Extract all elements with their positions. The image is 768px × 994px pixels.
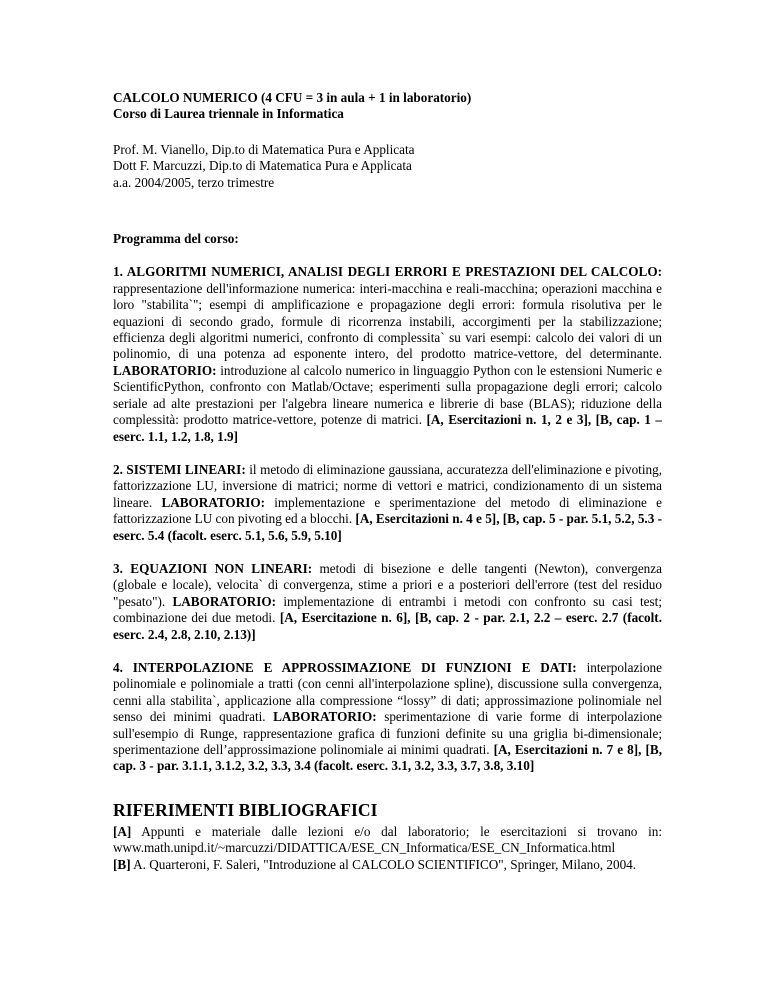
document-page <box>113 90 662 873</box>
references-title: RIFERIMENTI BIBLIOGRAFICI <box>113 799 378 820</box>
reference-text: A. Quarteroni, F. Saleri, "Introduzione al CALCOLO SCIENTIFICO", Springer, Milano, 2004. <box>130 856 637 872</box>
reference-text: Appunti e materiale dalle lezioni e/o dal laboratorio; le esercitazioni si trovano in: www.math.unipd.it/~marcuzzi/DIDATTICA/ESE_CN_Informatica/ESE_CN_Informatica.html <box>113 823 662 856</box>
section-heading: 2. SISTEMI LINEARI: <box>113 461 246 477</box>
section-text: metodi di bisezione e delle tangenti (Newton), convergenza (globale e locale), velocita` di convergenza, stime a priori e a posteriori dell'errore (test del residuo "pesato"). <box>113 560 662 609</box>
reference-a <box>113 824 662 857</box>
section-heading: 1. ALGORITMI NUMERICI, ANALISI DEGLI ERRORI E PRESTAZIONI DEL CALCOLO: <box>113 264 662 280</box>
program-title: Programma del corso: <box>113 231 239 247</box>
section-references: [A, Esercitazione n. 6], [B, cap. 2 - par. 2.1, 2.2 – eserc. 2.7 (facolt. eserc. 2.4, 2.8, 2.10, 2.13)] <box>113 610 662 642</box>
section-references: [A, Esercitazioni n. 1, 2 e 3], [B, cap. 1 – eserc. 1.1, 1.2, 1.8, 1.9] <box>113 412 662 444</box>
course-title: CALCOLO NUMERICO (4 CFU = 3 in aula + 1 in laboratorio) <box>113 90 472 105</box>
section-text: interpolazione polinomiale e polinomiale a tratti (con cenni all'interpolazione spline), discussione sulla convergenza, cenni alla stabilita`, applicazione alla compressione “lossy” di dati; approssimazione polinomiale nel senso dei minimi quadrati. <box>113 659 663 725</box>
lab-label: LABORATORIO: <box>172 593 277 609</box>
section-1 <box>113 264 662 444</box>
author-line-2: Dott F. Marcuzzi, Dip.to di Matematica Pura e Applicata <box>113 158 412 174</box>
lab-text: implementazione di entrambi i metodi con confronto su casi test; combinazione dei due metodi. <box>113 593 662 626</box>
section-references: [A, Esercitazioni n. 7 e 8], [B, cap. 3 - par. 3.1.1, 3.1.2, 3.2, 3.3, 3.4 (facolt. eserc. 3.1, 3.2, 3.3, 3.7, 3.8, 3.10] <box>113 742 662 774</box>
section-references: [A, Esercitazioni n. 4 e 5], [B, cap. 5 - par. 5.1, 5.2, 5.3 - eserc. 5.4 (facolt. eserc. 5.1, 5.6, 5.9, 5.10] <box>113 511 663 543</box>
reference-label: [B] <box>113 856 131 872</box>
lab-text: implementazione e sperimentazione del metodo di eliminazione e fattorizzazione LU con pivoting ed a blocchi. <box>113 494 663 527</box>
lab-label: LABORATORIO: <box>273 709 377 725</box>
lab-label: LABORATORIO: <box>113 362 217 378</box>
section-3 <box>113 561 662 643</box>
course-header <box>113 90 662 123</box>
section-text: rappresentazione dell'informazione numerica: interi-macchina e reali-macchina; operazioni macchina e loro "stabilita`"; esempi di amplificazione e propagazione degli errori: formula risolutiva per le equazioni di secondo grado, formule di ricorrenza instabili, accorgimenti per la stabilizzazione; efficienza degli algoritmi numerici, confronto di complessita` su vari esempi: calcolo dei valori di un polinomio, di una potenza ad esponente intero, del prodotto matrice-vettore, del determinante. <box>113 280 662 362</box>
author-line-1: Prof. M. Vianello, Dip.to di Matematica Pura e Applicata <box>113 141 415 157</box>
lab-text: introduzione al calcolo numerico in linguaggio Python con le estensioni Numeric e ScientificPython, confronto con Matlab/Octave; esperimenti sulla propagazione degli errori; calcolo seriale ad alte prestazioni per l'algebra lineare numerica e librerie di base (BLAS); riduzione della complessità: prodotto matrice-vettore, potenze di matrici. <box>113 362 662 428</box>
reference-b <box>113 857 662 873</box>
course-authors <box>113 142 662 191</box>
reference-label: [A] <box>113 823 132 839</box>
section-text: il metodo di eliminazione gaussiana, accuratezza dell'eliminazione e pivoting, fattorizzazione LU, inversione di matrici; norme di vettori e matrici, condizionamento di un sistema lineare. <box>113 461 662 510</box>
course-degree: Corso di Laurea triennale in Informatica <box>113 106 344 122</box>
academic-year: a.a. 2004/2005, terzo trimestre <box>113 174 275 190</box>
lab-text: sperimentazione di varie forme di interpolazione sull'esempio di Runge, rappresentazione grafica di funzioni definite su una griglia bi-dimensionale; sperimentazione dell’approssimazione polinomiale ai minimi quadrati. <box>113 709 662 757</box>
section-2 <box>113 462 662 544</box>
section-heading: 3. EQUAZIONI NON LINEARI: <box>113 560 313 576</box>
lab-label: LABORATORIO: <box>161 494 265 510</box>
section-heading: 4. INTERPOLAZIONE E APPROSSIMAZIONE DI FUNZIONI E DATI: <box>113 659 577 675</box>
section-4 <box>113 660 662 775</box>
